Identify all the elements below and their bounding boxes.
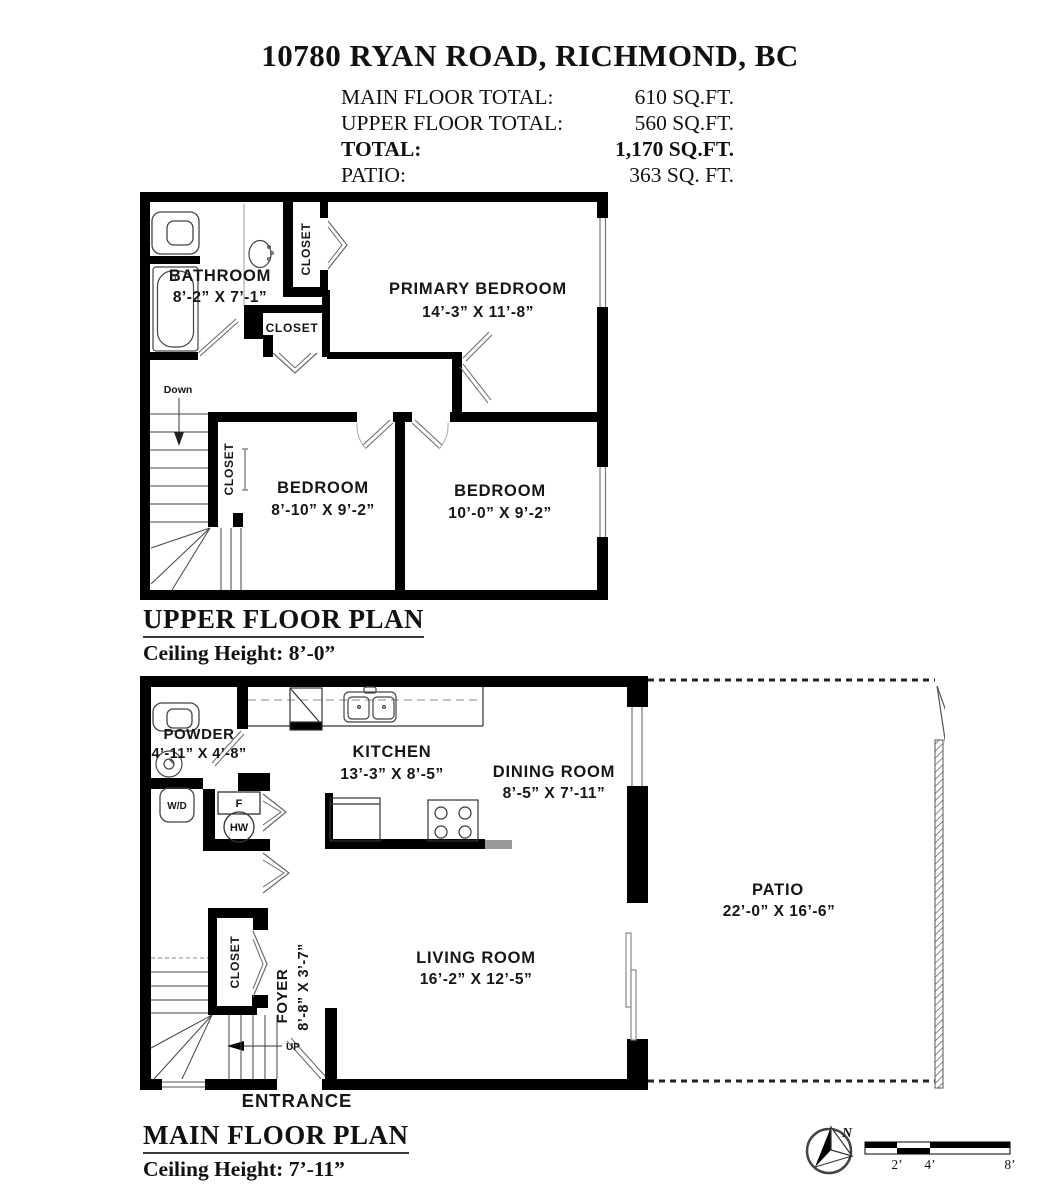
fridge-icon — [330, 798, 380, 841]
bedroom-right-dims: 10’-0” X 9’-2” — [448, 505, 552, 522]
primary-bedroom-dims: 14’-3” X 11’-8” — [422, 304, 534, 321]
closet-lower-label: CLOSET — [222, 442, 236, 496]
stat-value: 560 SQ.FT. — [634, 111, 734, 135]
scale-tick-8: 8’ — [1004, 1157, 1016, 1172]
stat-value: 1,170 SQ.FT. — [614, 137, 734, 161]
dishwasher-icon — [290, 688, 322, 730]
furnace-label: F — [235, 798, 243, 810]
mid-closet-door — [273, 353, 317, 373]
utility-bifold-door — [263, 794, 286, 831]
upper-floor-plan-drawing — [140, 192, 608, 600]
closet-track — [242, 449, 248, 490]
up-arrow-icon — [227, 1041, 282, 1051]
dining-room-label: DINING ROOM — [492, 763, 616, 781]
dining-window — [632, 707, 642, 786]
closet-mid-label: CLOSET — [265, 321, 319, 335]
scale-tick-2: 2’ — [891, 1157, 903, 1172]
primary-bedroom-window — [600, 218, 606, 307]
bedroom-window — [600, 467, 606, 537]
page-title: 10780 RYAN ROAD, RICHMOND, BC — [261, 38, 799, 73]
down-arrow-icon — [174, 398, 184, 446]
stove-icon — [428, 800, 478, 841]
stat-row-total — [341, 136, 734, 162]
bathroom-dims: 8’-2” X 7’-1” — [172, 289, 268, 306]
counter-end-cap — [485, 840, 512, 849]
front-window — [162, 1082, 205, 1087]
bedroom-left-label: BEDROOM — [277, 479, 369, 497]
stat-label: UPPER FLOOR TOTAL: — [341, 111, 564, 135]
upper-walls — [140, 192, 608, 600]
hall-bifold-door — [263, 853, 289, 893]
foyer-closet-label: CLOSET — [228, 935, 242, 989]
compass-icon — [802, 1120, 862, 1180]
bedroom-right-door-swing — [412, 420, 448, 449]
main-floor-plan-drawing — [140, 676, 945, 1092]
stat-label: PATIO: — [341, 163, 406, 187]
living-room-label: LIVING ROOM — [416, 949, 536, 967]
kitchen-sink-icon — [344, 687, 396, 722]
wd-label: W/D — [167, 801, 187, 812]
toilet-icon — [152, 212, 199, 254]
main-floor-title: MAIN FLOOR PLAN — [143, 1120, 409, 1154]
patio-fence — [935, 740, 943, 1088]
north-label: N — [842, 1126, 853, 1141]
foyer-closet-door — [253, 931, 267, 997]
main-floor-caption — [143, 1120, 409, 1182]
foyer-dims: 8’-8” X 3’-7” — [296, 943, 312, 1031]
patio-gate — [937, 686, 945, 746]
stat-row — [341, 110, 734, 136]
bedroom-left-door-swing — [357, 420, 393, 449]
dining-room-dims: 8’-5” X 7’-11” — [502, 785, 606, 802]
stat-label: TOTAL: — [341, 137, 422, 161]
stairs-down — [150, 414, 241, 590]
primary-bedroom-label: PRIMARY BEDROOM — [389, 280, 567, 298]
bathroom-door-swing — [198, 319, 238, 356]
powder-dims: 4’-11” X 4’-8” — [151, 746, 247, 762]
upper-floor-ceiling: Ceiling Height: 8’-0” — [143, 641, 336, 665]
bathroom-sink-icon — [249, 241, 273, 268]
bedroom-left-dims: 8’-10” X 9’-2” — [271, 502, 375, 519]
bathroom-label: BATHROOM — [168, 267, 272, 285]
patio-label: PATIO — [752, 881, 804, 899]
upper-floor-caption — [143, 604, 424, 666]
main-floor-ceiling: Ceiling Height: 7’-11” — [143, 1157, 345, 1181]
powder-label: POWDER — [163, 726, 235, 743]
area-summary — [341, 84, 734, 188]
kitchen-dims: 13’-3” X 8’-5” — [340, 766, 444, 783]
stat-value: 610 SQ.FT. — [634, 85, 734, 109]
stat-label: MAIN FLOOR TOTAL: — [341, 85, 554, 109]
bedroom-right-label: BEDROOM — [454, 482, 546, 500]
down-label: Down — [163, 384, 193, 396]
stat-value: 363 SQ. FT. — [629, 163, 734, 187]
kitchen-label: KITCHEN — [352, 743, 432, 761]
up-label: UP — [286, 1042, 300, 1053]
closet-bifold-door — [328, 221, 347, 269]
hw-label: HW — [229, 822, 249, 834]
entrance-label: ENTRANCE — [241, 1090, 353, 1111]
sliding-patio-door — [626, 933, 636, 1040]
foyer-label: FOYER — [274, 968, 291, 1024]
upper-floor-title: UPPER FLOOR PLAN — [143, 604, 424, 638]
primary-bedroom-door-swing — [460, 332, 492, 403]
living-room-dims: 16’-2” X 12’-5” — [419, 971, 533, 988]
scale-tick-4: 4’ — [924, 1157, 936, 1172]
stat-row — [341, 84, 734, 110]
stat-row — [341, 162, 734, 188]
patio-dims: 22’-0” X 16’-6” — [722, 903, 836, 920]
scale-bar — [862, 1136, 1047, 1176]
closet-top-label: CLOSET — [299, 222, 313, 276]
